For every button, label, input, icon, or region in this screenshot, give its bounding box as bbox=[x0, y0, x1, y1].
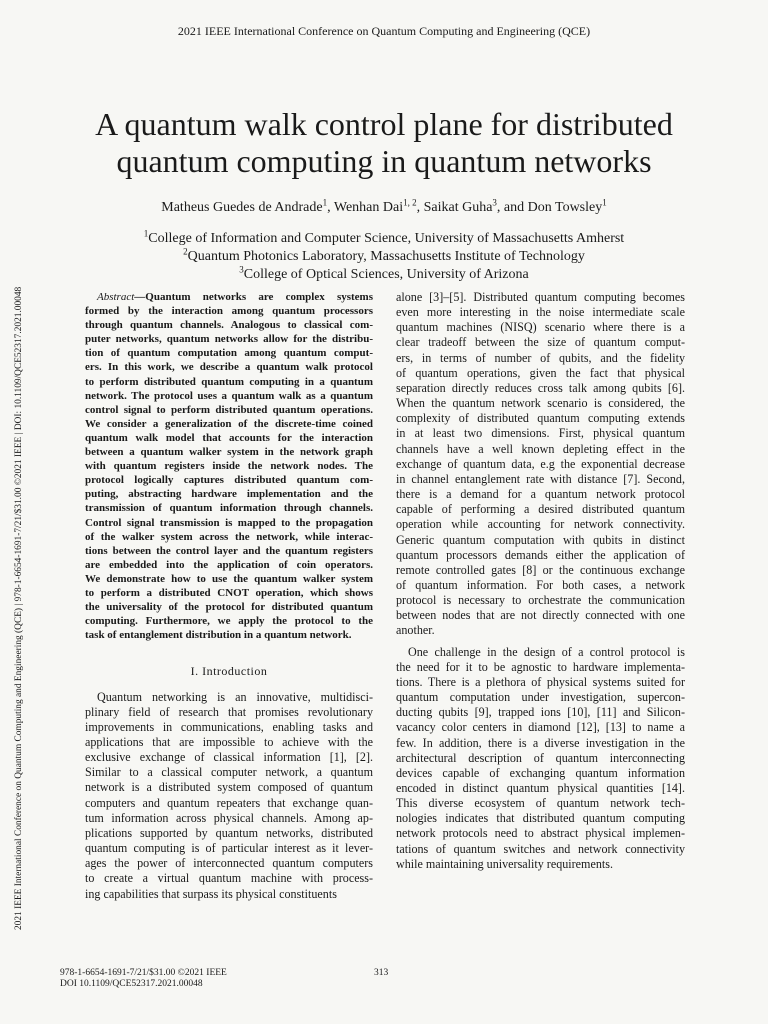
text-line: to perform distributed quantum computing in a quantum bbox=[85, 375, 373, 388]
text-line: quantum machines (NISQ) scenario where there is a bbox=[396, 320, 685, 335]
conference-header: 2021 IEEE International Conference on Quantum Computing and Engineering (QCE) bbox=[177, 24, 591, 38]
text-line: exclusive exchange of classical information [1], [2]. bbox=[85, 750, 373, 765]
text-line: separation directly reduces cross talk among qubits [6]. bbox=[396, 380, 685, 395]
text-line: operation while accounting for network connectivity. bbox=[396, 517, 685, 532]
footer-doi: DOI 10.1109/QCE52317.2021.00048 bbox=[60, 979, 203, 989]
author-affiliation-mark: 1 bbox=[322, 197, 328, 208]
abstract bbox=[85, 290, 373, 642]
text-line: to perform a distributed CNOT operation, which shows bbox=[85, 586, 373, 599]
abstract-label: Abstract bbox=[97, 291, 135, 303]
text-line: puter networks, quantum networks allow for the distribu- bbox=[85, 333, 373, 346]
text-line: Generic quantum computation with qubits in distinct bbox=[396, 532, 685, 547]
affiliation-text: College of Information and Computer Science, University of Massachusetts Amherst bbox=[148, 231, 625, 246]
text-line: vacancy color centers in diamond [12], [13] to name a bbox=[396, 720, 685, 735]
text-line: remote controlled gates [8] or the continuous exchange bbox=[396, 562, 685, 577]
text-line: quantum walk model that accounts for the interaction bbox=[85, 431, 373, 444]
affiliation-mark: 3 bbox=[239, 264, 244, 275]
footer-publication-info bbox=[60, 968, 227, 990]
text-line: of quantum operations, given the fact that physical bbox=[396, 365, 685, 380]
text-line: clear tradeoff between the size of quantum comput- bbox=[396, 335, 685, 350]
text-line: We consider a generalization of the discrete-time coined bbox=[85, 417, 373, 430]
text-line: ages the power of interconnected quantum computers bbox=[85, 856, 373, 871]
right-column bbox=[396, 290, 685, 872]
text-line: between a quantum walker system in the network graph bbox=[85, 446, 373, 459]
text-line: quantum processors demands either the application of bbox=[396, 547, 685, 562]
text-line: network. The protocol uses a quantum walk as a quantum bbox=[85, 389, 373, 402]
text-line: One challenge in the design of a control protocol is bbox=[408, 644, 685, 659]
text-line: network protocols need to abstract physical implemen- bbox=[396, 826, 685, 841]
affiliation-text: College of Optical Sciences, University of Arizona bbox=[243, 267, 529, 282]
author-affiliation-mark: 1, 2 bbox=[403, 197, 417, 208]
text-line: are embedded into the application of coin operators. bbox=[85, 558, 373, 571]
text-line: ers, in terms of number of qubits, and the fidelity bbox=[396, 350, 685, 365]
text-line: between nodes that are not directly connected with one bbox=[396, 608, 685, 623]
text-line: tations of quantum switches and network connectivity bbox=[396, 841, 685, 856]
author-affiliation-mark: 1 bbox=[602, 197, 607, 208]
text-line: few. In addition, there is a diverse investigation in the bbox=[396, 735, 685, 750]
affiliation bbox=[60, 248, 708, 266]
text-line: improvements in communications, enabling tasks and bbox=[85, 719, 373, 734]
text-line: Quantum networking is an innovative, multidisci- bbox=[97, 689, 373, 704]
text-line: protocol logically captures distributed quantum com- bbox=[85, 474, 373, 487]
text-line: task of entanglement distribution in a quantum network. bbox=[85, 629, 352, 642]
text-line: formed by the interaction among quantum processors bbox=[85, 305, 373, 318]
text-line: network is a distributed system composed of quantum bbox=[85, 780, 373, 795]
footer-isbn: 978-1-6654-1691-7/21/$31.00 ©2021 IEEE bbox=[60, 968, 227, 978]
text-line: When the quantum network scenario is considered, the bbox=[396, 396, 685, 411]
text-line: nologies indicates that distributed quantum computing bbox=[396, 811, 685, 826]
text-line: protocol is necessary to orchestrate the communication bbox=[396, 593, 685, 608]
text-line: quantum computation under investigation, supercon- bbox=[396, 690, 685, 705]
intro-paragraph bbox=[85, 690, 373, 902]
text-line: devices capable of exchanging quantum information bbox=[396, 765, 685, 780]
text-line: architectural description of quantum interconnecting bbox=[396, 750, 685, 765]
affiliation-mark: 2 bbox=[183, 246, 188, 257]
text-line: the universality of the protocol for distributed quantum bbox=[85, 601, 373, 614]
text-line: Similar to a classical computer network, a quantum bbox=[85, 765, 373, 780]
text-line: ers. In this work, we describe a quantum walk protocol bbox=[85, 361, 373, 374]
text-line: complexity of distributed quantum computing extends bbox=[396, 411, 685, 426]
title-line-2: quantum computing in quantum networks bbox=[116, 143, 652, 179]
text-line: transmission of quantum information through channels. bbox=[85, 502, 373, 515]
text-line: while maintaining universality requirements. bbox=[396, 856, 613, 871]
affiliation bbox=[60, 266, 708, 284]
text-line: plinary field of research that promises revolutionary bbox=[85, 704, 373, 719]
paper-title bbox=[60, 106, 708, 180]
author-name: Wenhan Dai bbox=[333, 200, 404, 215]
affiliation-text: Quantum Photonics Laboratory, Massachusetts Institute of Technology bbox=[187, 249, 585, 264]
text-line: applications that are impossible to achieve with the bbox=[85, 734, 373, 749]
author-name: Matheus Guedes de Andrade bbox=[161, 200, 323, 215]
text-line: encoded in distinct quantum physical quantities [14]. bbox=[396, 781, 685, 795]
text-line: computing. Furthermore, we apply the protocol to the bbox=[85, 615, 373, 628]
text-line: We demonstrate how to use the quantum walker system bbox=[85, 572, 373, 585]
author-list: Matheus Guedes de Andrade$^1$, Wenhan Dai$^{1, 2}$, Saikat Guha$^3$, and Don Towsley$^1$ bbox=[161, 197, 607, 215]
title-line-1: A quantum walk control plane for distributed bbox=[95, 106, 673, 142]
text-line: with quantum registers inside the network nodes. The bbox=[85, 460, 373, 473]
section-heading-introduction: I. Introduction bbox=[190, 664, 268, 679]
text-line: tions. There is a plethora of physical systems suited for bbox=[396, 674, 685, 689]
text-line: capable of performing a desired distributed quantum bbox=[396, 502, 685, 517]
text-line: of the walker system across the network, while interac- bbox=[85, 530, 373, 543]
affiliation-mark: 1 bbox=[143, 228, 149, 239]
text-line: tions between the control layer and the quantum registers bbox=[85, 544, 373, 557]
text-line: This diverse ecosystem of quantum network tech- bbox=[396, 796, 685, 811]
text-line: control signal to perform distributed quantum operations. bbox=[85, 403, 373, 416]
side-margin-note: 2021 IEEE International Conference on Quantum Computing and Engineering (QCE) | 978-1-6654-1691-7/21/$31.00 ©2021 IEEE | DOI: 10.1109/QCE52317.2021.00048 bbox=[14, 286, 24, 930]
text-line: ducting qubits [9], trapped ions [10], [11] and Silicon- bbox=[396, 705, 685, 720]
text-line: puting, abstracting hardware implementation and the bbox=[85, 488, 373, 501]
text-line: tion of quantum computation among quantum comput- bbox=[85, 347, 373, 360]
text-line: computers and quantum repeaters that exchange quan- bbox=[85, 795, 373, 810]
text-line: exchange of quantum data, e.g the exponential decrease bbox=[396, 456, 685, 471]
text-line: there is a demand for a quantum network protocol bbox=[396, 487, 685, 502]
affiliation-list bbox=[60, 230, 708, 284]
text-line: of quantum information. For both cases, a network bbox=[396, 577, 685, 592]
text-line: even more interesting in the noise intermediate scale bbox=[396, 305, 685, 320]
text-line: another. bbox=[396, 623, 435, 638]
text-line: alone [3]–[5]. Distributed quantum computing becomes bbox=[396, 290, 685, 304]
text-line: Abstract—Quantum networks are complex systems bbox=[97, 291, 373, 303]
text-line: ing capabilities that surpass its physical constituents bbox=[85, 886, 337, 901]
text-line: the need for it to be agnostic to hardware implementa- bbox=[396, 659, 685, 674]
text-line: to create a virtual quantum machine with process- bbox=[85, 871, 373, 886]
text-line: in channel entanglement rate with distance [7]. Second, bbox=[396, 471, 685, 486]
author-name: Saikat Guha bbox=[423, 200, 493, 215]
text-line: through quantum channels. Analogous to classical com- bbox=[85, 319, 373, 332]
left-column bbox=[85, 290, 373, 902]
text-line: quantum computing is of particular interest as it lever- bbox=[85, 841, 373, 856]
author-name: and Don Towsley bbox=[503, 200, 603, 215]
text-line: channels have a well known depleting effect in the bbox=[396, 441, 685, 456]
text-line: tum information across physical channels. Among ap- bbox=[85, 810, 373, 825]
text-line: plications supported by quantum networks, distributed bbox=[85, 825, 373, 840]
body-paragraph-2 bbox=[396, 645, 685, 872]
page-number: 313 bbox=[374, 968, 389, 978]
text-line: in at least two dimensions. First, physical quantum bbox=[396, 426, 685, 441]
author-affiliation-mark: 3 bbox=[492, 197, 497, 208]
text-line: Control signal transmission is mapped to the propagation bbox=[85, 516, 373, 529]
affiliation bbox=[60, 230, 708, 248]
body-paragraph-1 bbox=[396, 290, 685, 639]
